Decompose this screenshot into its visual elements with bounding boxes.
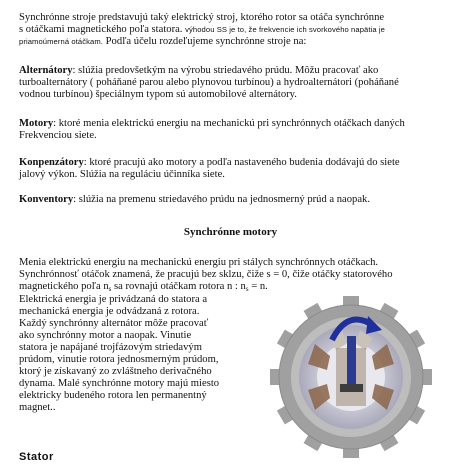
compensators-line-2: jalový výkon. Slúžia na reguláciu účinníka siete. bbox=[19, 169, 225, 180]
converters-paragraph bbox=[19, 194, 449, 206]
section-heading: Synchrónne motory bbox=[183, 226, 278, 238]
motors-paragraph bbox=[19, 118, 449, 142]
col-line: Elektrická energia je privádzaná do statora a bbox=[19, 294, 208, 305]
motors-intro bbox=[19, 257, 449, 293]
motors-line-1: Motory: ktoré menia elektrickú energiu na mechanickú pri synchrónnych otáčkach daných bbox=[19, 118, 405, 129]
converters-line-1: Konventory: slúžia na premenu striedavého prúdu na jednosmerný prúd a naopak. bbox=[19, 194, 370, 205]
alternators-term: Alternátory bbox=[19, 65, 73, 76]
motors-intro-line-3: magnetického poľa ns sa rovnajú otáčkam rotora n : ns = n. bbox=[19, 281, 268, 293]
compensators-term: Konpenzátory bbox=[19, 157, 84, 168]
col-line: magnet.. bbox=[19, 402, 56, 413]
alternators-paragraph bbox=[19, 65, 449, 101]
synchronous-motor-diagram bbox=[270, 296, 432, 458]
motors-line-2: Frekvenciou siete. bbox=[19, 130, 97, 141]
compensators-line-1: Konpenzátory: ktoré pracujú ako motory a podľa nastaveného budenia dodávajú do siete bbox=[19, 157, 400, 168]
col-line: Každý synchrónny alternátor môže pracovať bbox=[19, 318, 209, 329]
motors-column-text bbox=[19, 294, 244, 414]
intro-paragraph bbox=[19, 12, 449, 48]
col-line: mechanická energia je odvádzaná z rotora. bbox=[19, 306, 200, 317]
col-line: prúdom, vinutie rotora jednosmerným prúdom, bbox=[19, 354, 219, 365]
motors-term: Motory bbox=[19, 118, 54, 129]
stator-heading: Stator bbox=[19, 451, 54, 463]
motors-intro-line-1: Menia elektrickú energiu na mechanickú energiu pri stálych synchrónnych otáčkach. bbox=[19, 257, 379, 268]
intro-line-2: s otáčkami magnetického poľa statora. výhodou SS je to, že frekvencie ich svorkového napätia je bbox=[19, 24, 385, 35]
converters-term: Konventory bbox=[19, 194, 74, 205]
motors-intro-line-2: Synchrónnosť otáčok znamená, že pracujú bez sklzu, čiže s = 0, čiže otáčky statorového bbox=[19, 269, 393, 280]
col-line: ktorý je získavaný zo zvláštneho derivačného bbox=[19, 366, 212, 377]
col-line: ako synchrónny motor a naopak. Vinutie bbox=[19, 330, 192, 341]
intro-line-1: Synchrónne stroje predstavujú taký elektrický stroj, ktorého rotor sa otáča synchrónne bbox=[19, 12, 385, 23]
alternators-line-3: vodnou turbínou) špeciálnym typom sú automobilové alternátory. bbox=[19, 89, 297, 100]
compensators-paragraph bbox=[19, 157, 449, 181]
col-line: elektricky budeného rotora len permanentný bbox=[19, 390, 207, 401]
col-line: dynama. Malé synchrónne motory majú miesto bbox=[19, 378, 220, 389]
intro-line-3: priamoúmerná otáčkam. Podľa účelu rozdeľujeme synchrónne stroje na: bbox=[19, 36, 307, 47]
alternators-line-2: turboalternátory ( poháňané parou alebo plynovou turbínou) a hydroalternátori (poháňané bbox=[19, 77, 399, 88]
col-line: statora je napájané trojfázovým striedavým bbox=[19, 342, 202, 353]
alternators-line-1: Alternátory: slúžia predovšetkým na výrobu striedavého prúdu. Môžu pracovať ako bbox=[19, 65, 379, 76]
